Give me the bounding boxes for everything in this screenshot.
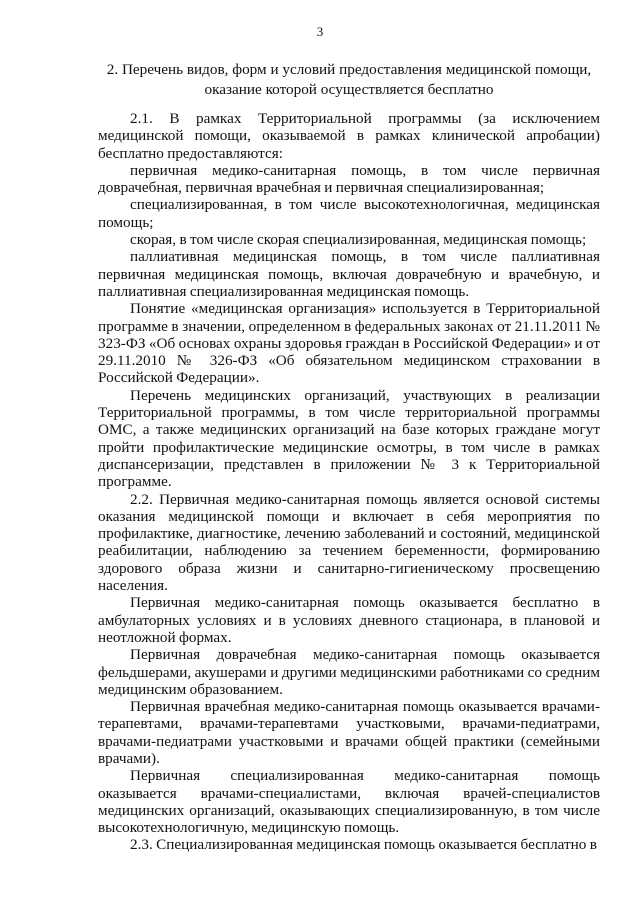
- paragraph-specialized-care: специализированная, в том числе высокотехнологичная, медицинская помощь;: [98, 196, 600, 231]
- page-number: 3: [316, 24, 324, 39]
- paragraph-organization-list: Перечень медицинских организаций, участвующих в реализации Территориальной программы, в том числе территориальной программы ОМС, а также медицинских организаций на базе которых граждане могут пройти профилактические медицинские осмотры, в том числе в рамках диспансеризации, представлен в приложении № 3 к Территориальной программе.: [98, 386, 600, 491]
- section-heading-line-2: оказание которой осуществляется бесплатно: [204, 81, 494, 98]
- paragraph-pre-physician-care: Первичная доврачебная медико-санитарная помощь оказывается фельдшерами, акушерами и другими медицинскими работниками со средним медицинским образованием.: [98, 646, 600, 698]
- paragraph-medical-organization-definition: Понятие «медицинская организация» используется в Территориальной программе в значении, определенном в федеральных законах от 21.11.2011 № 323-ФЗ «Об основах охраны здоровья граждан в Российской Федерации» и от 29.11.2010 № 326-ФЗ «Об обязательном медицинском страховании в Российской Федерации».: [98, 300, 600, 387]
- paragraph-2-3: 2.3. Специализированная медицинская помощь оказывается бесплатно в: [130, 836, 597, 854]
- paragraph-physician-care: Первичная врачебная медико-санитарная помощь оказывается врачами-терапевтами, врачами-терапевтами участковыми, врачами-педиатрами, врачами-педиатрами участковыми и врачами общей практики (семейными врачами).: [98, 698, 600, 767]
- paragraph-2-2: 2.2. Первичная медико-санитарная помощь является основой системы оказания медицинской помощи и включает в себя мероприятия по профилактике, диагностике, лечению заболеваний и состояний, медицинской реабилитации, наблюдению за течением беременности, формированию здорового образа жизни и санитарно-гигиеническому просвещению населения.: [98, 490, 600, 595]
- paragraph-specialist-care: Первичная специализированная медико-санитарная помощь оказывается врачами-специалистами, включая врачей-специалистов медицинских организаций, оказывающих специализированную, в том числе высокотехнологичную, медицинскую помощь.: [98, 767, 600, 837]
- paragraph-primary-care: первичная медико-санитарная помощь, в том числе первичная доврачебная, первичная врачебная и первичная специализированная;: [98, 161, 600, 197]
- paragraph-emergency-care: скорая, в том числе скорая специализированная, медицинская помощь;: [130, 231, 587, 249]
- section-heading-line-1: 2. Перечень видов, форм и условий предоставления медицинской помощи,: [106, 61, 592, 78]
- paragraph-primary-care-conditions: Первичная медико-санитарная помощь оказывается бесплатно в амбулаторных условиях и в условиях дневного стационара, в плановой и неотложной формах.: [98, 594, 600, 646]
- paragraph-2-1: 2.1. В рамках Территориальной программы (за исключением медицинской помощи, оказываемой в рамках клинической апробации) бесплатно предоставляются:: [98, 110, 600, 162]
- document-body: [98, 110, 600, 854]
- paragraph-palliative-care: паллиативная медицинская помощь, в том числе паллиативная первичная медицинская помощь, включая доврачебную и врачебную, и паллиативная специализированная медицинская помощь.: [98, 248, 600, 300]
- section-heading: [98, 60, 600, 100]
